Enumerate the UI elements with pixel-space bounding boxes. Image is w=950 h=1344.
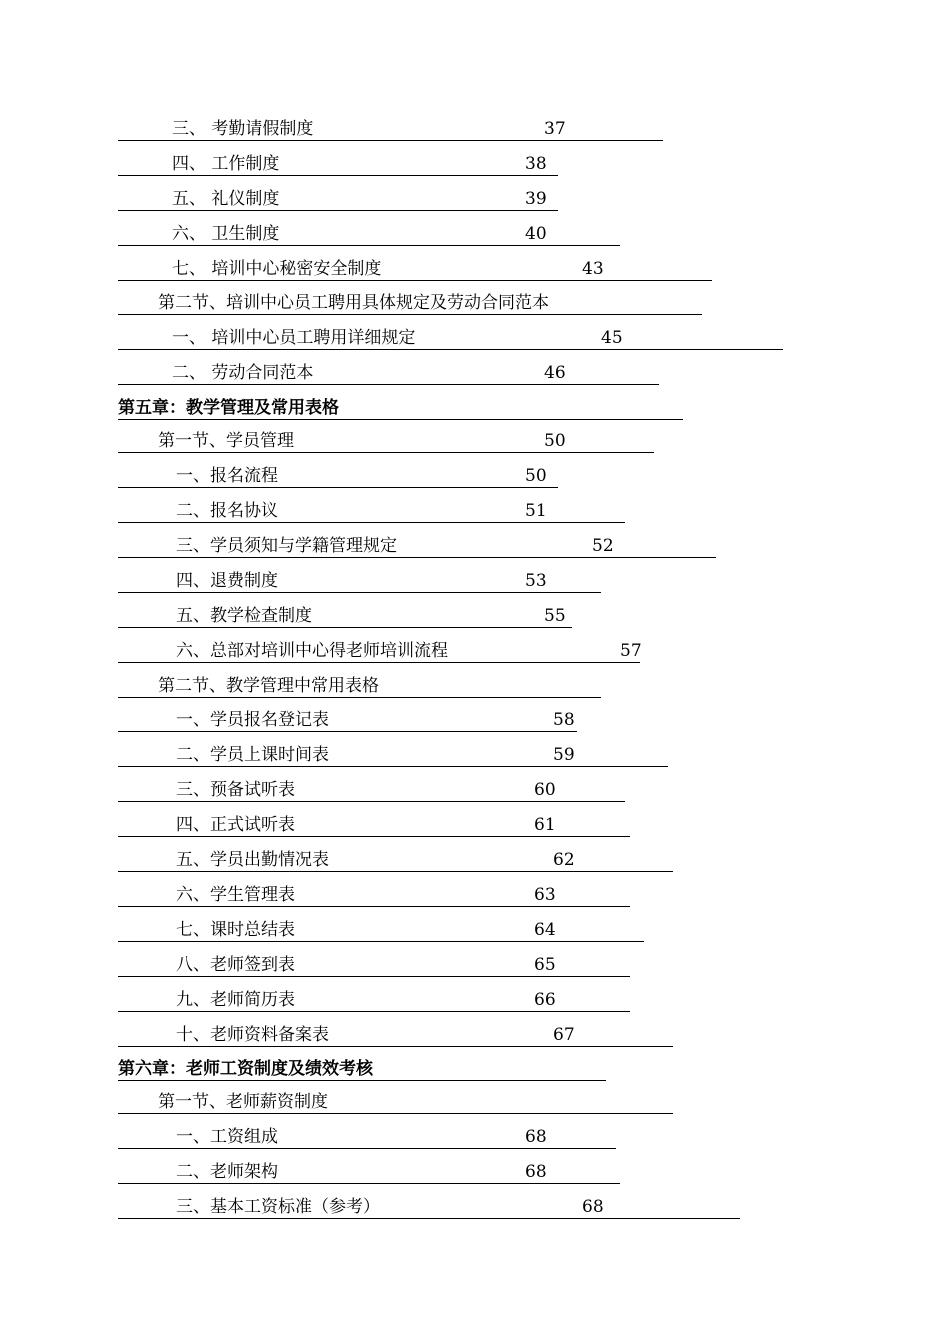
toc-entry-label: 二、 劳动合同范本 — [172, 363, 314, 383]
toc-entry — [118, 709, 577, 732]
toc-entry-label: 一、工资组成 — [176, 1127, 278, 1147]
toc-entry-label: 四、 工作制度 — [172, 154, 280, 174]
toc-entry-label: 七、 培训中心秘密安全制度 — [172, 259, 382, 279]
toc-chapter — [118, 397, 683, 420]
toc-chapter — [118, 1058, 606, 1081]
toc-entry — [118, 153, 558, 176]
toc-entry-page: 55 — [544, 606, 566, 626]
toc-entry — [118, 1091, 673, 1114]
toc-entry — [118, 535, 716, 558]
toc-entry-label: 五、 礼仪制度 — [172, 189, 280, 209]
toc-entry — [118, 500, 625, 523]
toc-entry-page: 57 — [620, 641, 642, 661]
toc-entry — [118, 430, 654, 453]
toc-entry-page: 63 — [534, 885, 556, 905]
toc-entry-page: 68 — [582, 1197, 604, 1217]
toc-entry-page: 37 — [544, 119, 566, 139]
toc-entry-label: 十、老师资料备案表 — [176, 1025, 329, 1045]
toc-entry-label: 六、学生管理表 — [176, 885, 295, 905]
toc-entry-page: 50 — [544, 431, 566, 451]
toc-entry-label: 三、基本工资标准（参考） — [176, 1197, 380, 1217]
toc-entry — [118, 465, 558, 488]
toc-entry-label: 一、 培训中心员工聘用详细规定 — [172, 328, 416, 348]
toc-entry-label: 二、学员上课时间表 — [176, 745, 329, 765]
toc-entry — [118, 884, 630, 907]
toc-entry-label: 第二节、教学管理中常用表格 — [158, 676, 379, 696]
toc-entry-label: 三、 考勤请假制度 — [172, 119, 314, 139]
toc-entry-label: 第二节、培训中心员工聘用具体规定及劳动合同范本 — [158, 293, 549, 313]
toc-entry — [118, 744, 668, 767]
toc-entry — [118, 362, 659, 385]
toc-entry — [118, 919, 644, 942]
toc-entry-page: 50 — [525, 466, 547, 486]
toc-entry-page: 39 — [525, 189, 547, 209]
toc-entry — [118, 849, 673, 872]
toc-entry-label: 三、学员须知与学籍管理规定 — [176, 536, 397, 556]
toc-entry-label: 五、学员出勤情况表 — [176, 850, 329, 870]
toc-entry — [118, 675, 601, 698]
toc-entry — [118, 640, 640, 663]
toc-entry-page: 66 — [534, 990, 556, 1010]
toc-entry-page: 64 — [534, 920, 556, 940]
toc-entry — [118, 258, 712, 281]
toc-entry — [118, 779, 625, 802]
toc-entry-label: 四、正式试听表 — [176, 815, 295, 835]
toc-entry-page: 61 — [534, 815, 556, 835]
toc-entry — [118, 188, 558, 211]
toc-entry — [118, 118, 663, 141]
toc-entry-page: 43 — [582, 259, 604, 279]
toc-entry-page: 67 — [553, 1025, 575, 1045]
toc-entry — [118, 814, 630, 837]
toc-entry-page: 51 — [525, 501, 547, 521]
toc-entry — [118, 570, 601, 593]
toc-entry — [118, 989, 630, 1012]
toc-entry-label: 第五章：教学管理及常用表格 — [118, 398, 339, 418]
toc-entry-label: 二、老师架构 — [176, 1162, 278, 1182]
toc-entry-label: 五、教学检查制度 — [176, 606, 312, 626]
toc-entry — [118, 292, 702, 315]
toc-entry — [118, 223, 620, 246]
toc-entry — [118, 605, 572, 628]
toc-entry-page: 46 — [544, 363, 566, 383]
toc-entry-label: 七、课时总结表 — [176, 920, 295, 940]
toc-entry-label: 第一节、老师薪资制度 — [158, 1092, 328, 1112]
toc-entry-page: 38 — [525, 154, 547, 174]
toc-entry — [118, 1126, 616, 1149]
toc-entry-label: 九、老师简历表 — [176, 990, 295, 1010]
toc-entry — [118, 1161, 620, 1184]
toc-entry-label: 一、报名流程 — [176, 466, 278, 486]
toc-entry-page: 40 — [525, 224, 547, 244]
toc-entry-page: 68 — [525, 1162, 547, 1182]
toc-entry-page: 59 — [553, 745, 575, 765]
toc-entry-page: 68 — [525, 1127, 547, 1147]
toc-entry — [118, 1196, 740, 1219]
toc-entry-label: 六、 卫生制度 — [172, 224, 280, 244]
toc-entry-label: 一、学员报名登记表 — [176, 710, 329, 730]
toc-entry-page: 45 — [601, 328, 623, 348]
toc-entry-label: 第六章：老师工资制度及绩效考核 — [118, 1059, 373, 1079]
toc-entry-label: 第一节、学员管理 — [158, 431, 294, 451]
toc-entry — [118, 1024, 673, 1047]
toc-entry-page: 60 — [534, 780, 556, 800]
toc-entry-label: 二、报名协议 — [176, 501, 278, 521]
toc-entry-label: 四、退费制度 — [176, 571, 278, 591]
toc-entry — [118, 327, 783, 350]
toc-entry-page: 62 — [553, 850, 575, 870]
toc-entry-page: 65 — [534, 955, 556, 975]
toc-entry-page: 58 — [553, 710, 575, 730]
toc-entry-label: 六、总部对培训中心得老师培训流程 — [176, 641, 448, 661]
toc-entry — [118, 954, 630, 977]
toc-entry-page: 53 — [525, 571, 547, 591]
toc-entry-label: 八、老师签到表 — [176, 955, 295, 975]
toc-entry-page: 52 — [592, 536, 614, 556]
toc-entry-label: 三、预备试听表 — [176, 780, 295, 800]
